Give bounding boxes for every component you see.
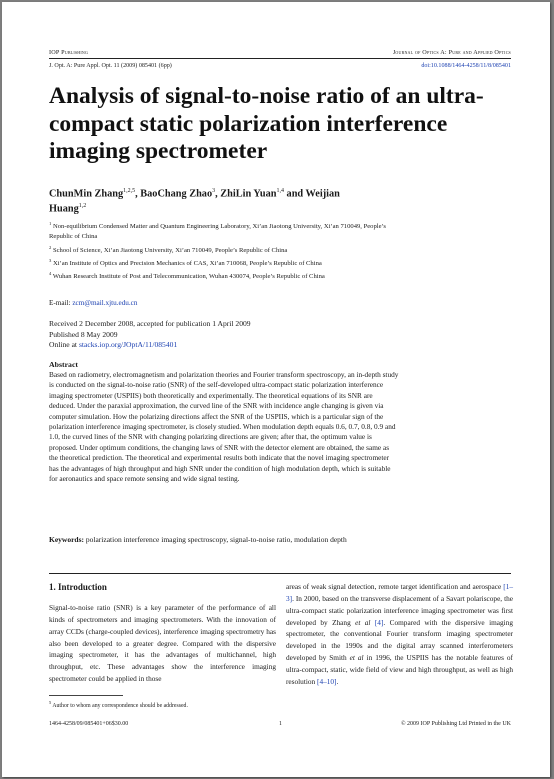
affiliations [49, 219, 409, 283]
online-label: Online at [49, 340, 78, 349]
reference-link[interactable]: [4–10] [317, 676, 337, 686]
header-rule [49, 58, 511, 59]
received-date: Received 2 December 2008, accepted for publication 1 April 2009 [49, 319, 251, 328]
author-separator: , [215, 188, 221, 200]
author-name: ZhiLin Yuan [220, 188, 277, 200]
intro-left-column: Signal-to-noise ratio (SNR) is a key parameter of the performance of all kinds of spectrometers and imaging spectrometers. With the innovation of array CCDs (charge-coupled devices), interference imaging spectrometry has also been developed to a greater degree. Compared with the dispersive imaging spectrometer, it has the advantages of multichannel, high throughput, etc. These advantages show the interference imaging spectrometer could be applied in those [49, 603, 276, 684]
reference-link[interactable]: [1–3] [286, 582, 513, 603]
intro-etal: et al [349, 653, 364, 663]
footnote-rule [49, 695, 123, 696]
footer-issn: 1464-4258/09/085401+06$30.00 [49, 721, 129, 727]
affiliation [49, 243, 409, 256]
section-rule [49, 573, 511, 574]
page-number: 1 [279, 721, 282, 727]
online-line [49, 340, 369, 351]
author-name: ChunMin Zhang [49, 188, 124, 200]
author-affil-sup: 1,4 [276, 188, 284, 194]
paper-title: Analysis of signal-to-noise ratio of an ultra-compact static polarization interference imaging spectrometer [49, 83, 484, 164]
footer-copyright: © 2009 IOP Publishing Ltd Printed in the UK [400, 721, 511, 727]
affiliation-sup: 1 [49, 221, 52, 226]
journal-name: Journal of Optics A: Pure and Applied Optics [392, 49, 511, 56]
author-affil-sup: 3 [212, 188, 216, 194]
reference-link[interactable]: [4] [374, 617, 384, 627]
abstract-text: Based on radiometry, electromagnetism and polarization theories and Fourier transform spectroscopy, an in-depth study is conducted on the signal-to-noise ratio (SNR) of the self-developed ultra-compact static polarization interference imaging spectrometer (USPIIS) both theoretically and experimentally. The theoretical equations of its SNR are deduced. Under the paraxial approximation, the curved line of the SNR with incidence angle changing is given via computer simulation. How the polarizing directions affect the SNR of the USPIIS, which is a particular sign of the polarization interference imaging spectrometer, is closely studied. When modulation depth equals 0.6, 0.7, 0.8, 0.9 and 1.0, the curved lines of the SNR with changing polarizing directions are given; after that, the optimum value is proposed. Under optimum conditions, the changing laws of SNR with the detector element are obtained, the same as the theoretical prediction. The theoretical and experimental results both indicate that the novel imaging spectrometer has the advantages of high throughput and high SNR under the condition of high modulation depth, which is suitable for aeronautics and space remote sensing and wide signal testing. [49, 370, 399, 484]
email-link[interactable]: zcm@mail.xjtu.edu.cn [72, 299, 138, 307]
online-url-link[interactable]: stacks.iop.org/JOptA/11/085401 [78, 340, 178, 349]
affiliation-text: School of Science, Xi’an Jiaotong University, Xi’an 710049, People’s Republic of China [52, 246, 288, 254]
author-name: BaoChang Zhao [140, 188, 213, 200]
footnote-text: Author to whom any correspondence should be addressed. [52, 702, 188, 709]
affiliation [49, 219, 409, 243]
paper-page [2, 2, 550, 777]
keywords [49, 535, 379, 545]
intro-right-column [286, 581, 513, 688]
affiliation [49, 269, 409, 282]
intro-text: . In 2000, based on the transverse displacement of a Savart polariscope, the ultra-compact static polarization interference imaging spectrometer was first developed by Zhang [286, 593, 513, 627]
intro-etal: et al [355, 617, 371, 627]
author-name: Weijian Huang [49, 188, 340, 215]
intro-text: . [336, 676, 339, 686]
affiliation-text: Wuhan Research Institute of Post and Telecommunication, Wuhan 430074, People’s Republic of China [52, 273, 325, 281]
citation: J. Opt. A: Pure Appl. Opt. 11 (2009) 085401 (6pp) [49, 63, 172, 69]
affiliation-sup: 3 [49, 257, 52, 263]
section-heading: 1. Introduction [49, 582, 107, 592]
keywords-label: Keywords: [49, 535, 84, 544]
email-label: E-mail: [49, 299, 71, 307]
affiliation-text: Non-equilibrium Condensed Matter and Quantum Engineering Laboratory, Xi’an Jiaotong University, Xi’an 710049, People’s Republic of China [49, 223, 386, 241]
intro-text: in 1996, the USPIIS has the notable features of ultra-compact, static, wide field of view and high throughput, as well as high resolution [286, 653, 513, 686]
publisher-name: IOP Publishing [49, 49, 89, 56]
published-date: Published 8 May 2009 [49, 329, 118, 339]
abstract-heading: Abstract [49, 360, 79, 369]
author-separator: and [283, 188, 306, 200]
publication-dates [49, 319, 369, 351]
author-affil-sup: 1,2,5 [123, 188, 136, 194]
affiliation [49, 256, 409, 269]
intro-text: areas of weak signal detection, remote target identification and aerospace [286, 582, 504, 591]
author-separator: , [135, 188, 141, 200]
affiliation-sup: 2 [49, 244, 52, 250]
doi-link[interactable]: doi:10.1088/1464-4258/11/8/085401 [421, 63, 511, 69]
footnote [49, 700, 276, 709]
author-affil-sup: 1,2 [78, 203, 87, 210]
footnote-sup: 5 [49, 700, 52, 705]
keywords-text: polarization interference imaging spectroscopy, signal-to-noise ratio, modulation depth [85, 535, 347, 544]
author-list [49, 185, 379, 216]
intro-text: . Compared with the dispersive imaging spectrometer, the conventional Fourier transform imaging spectrometer developed in the 1990s and the digital array scanned interferometers developed by Smith [286, 617, 513, 663]
affiliation-sup: 4 [49, 271, 52, 277]
affiliation-text: Xi’an Institute of Optics and Precision Mechanics of CAS, Xi’an 710068, People’s Republic of China [52, 260, 322, 268]
email-line [49, 299, 137, 307]
